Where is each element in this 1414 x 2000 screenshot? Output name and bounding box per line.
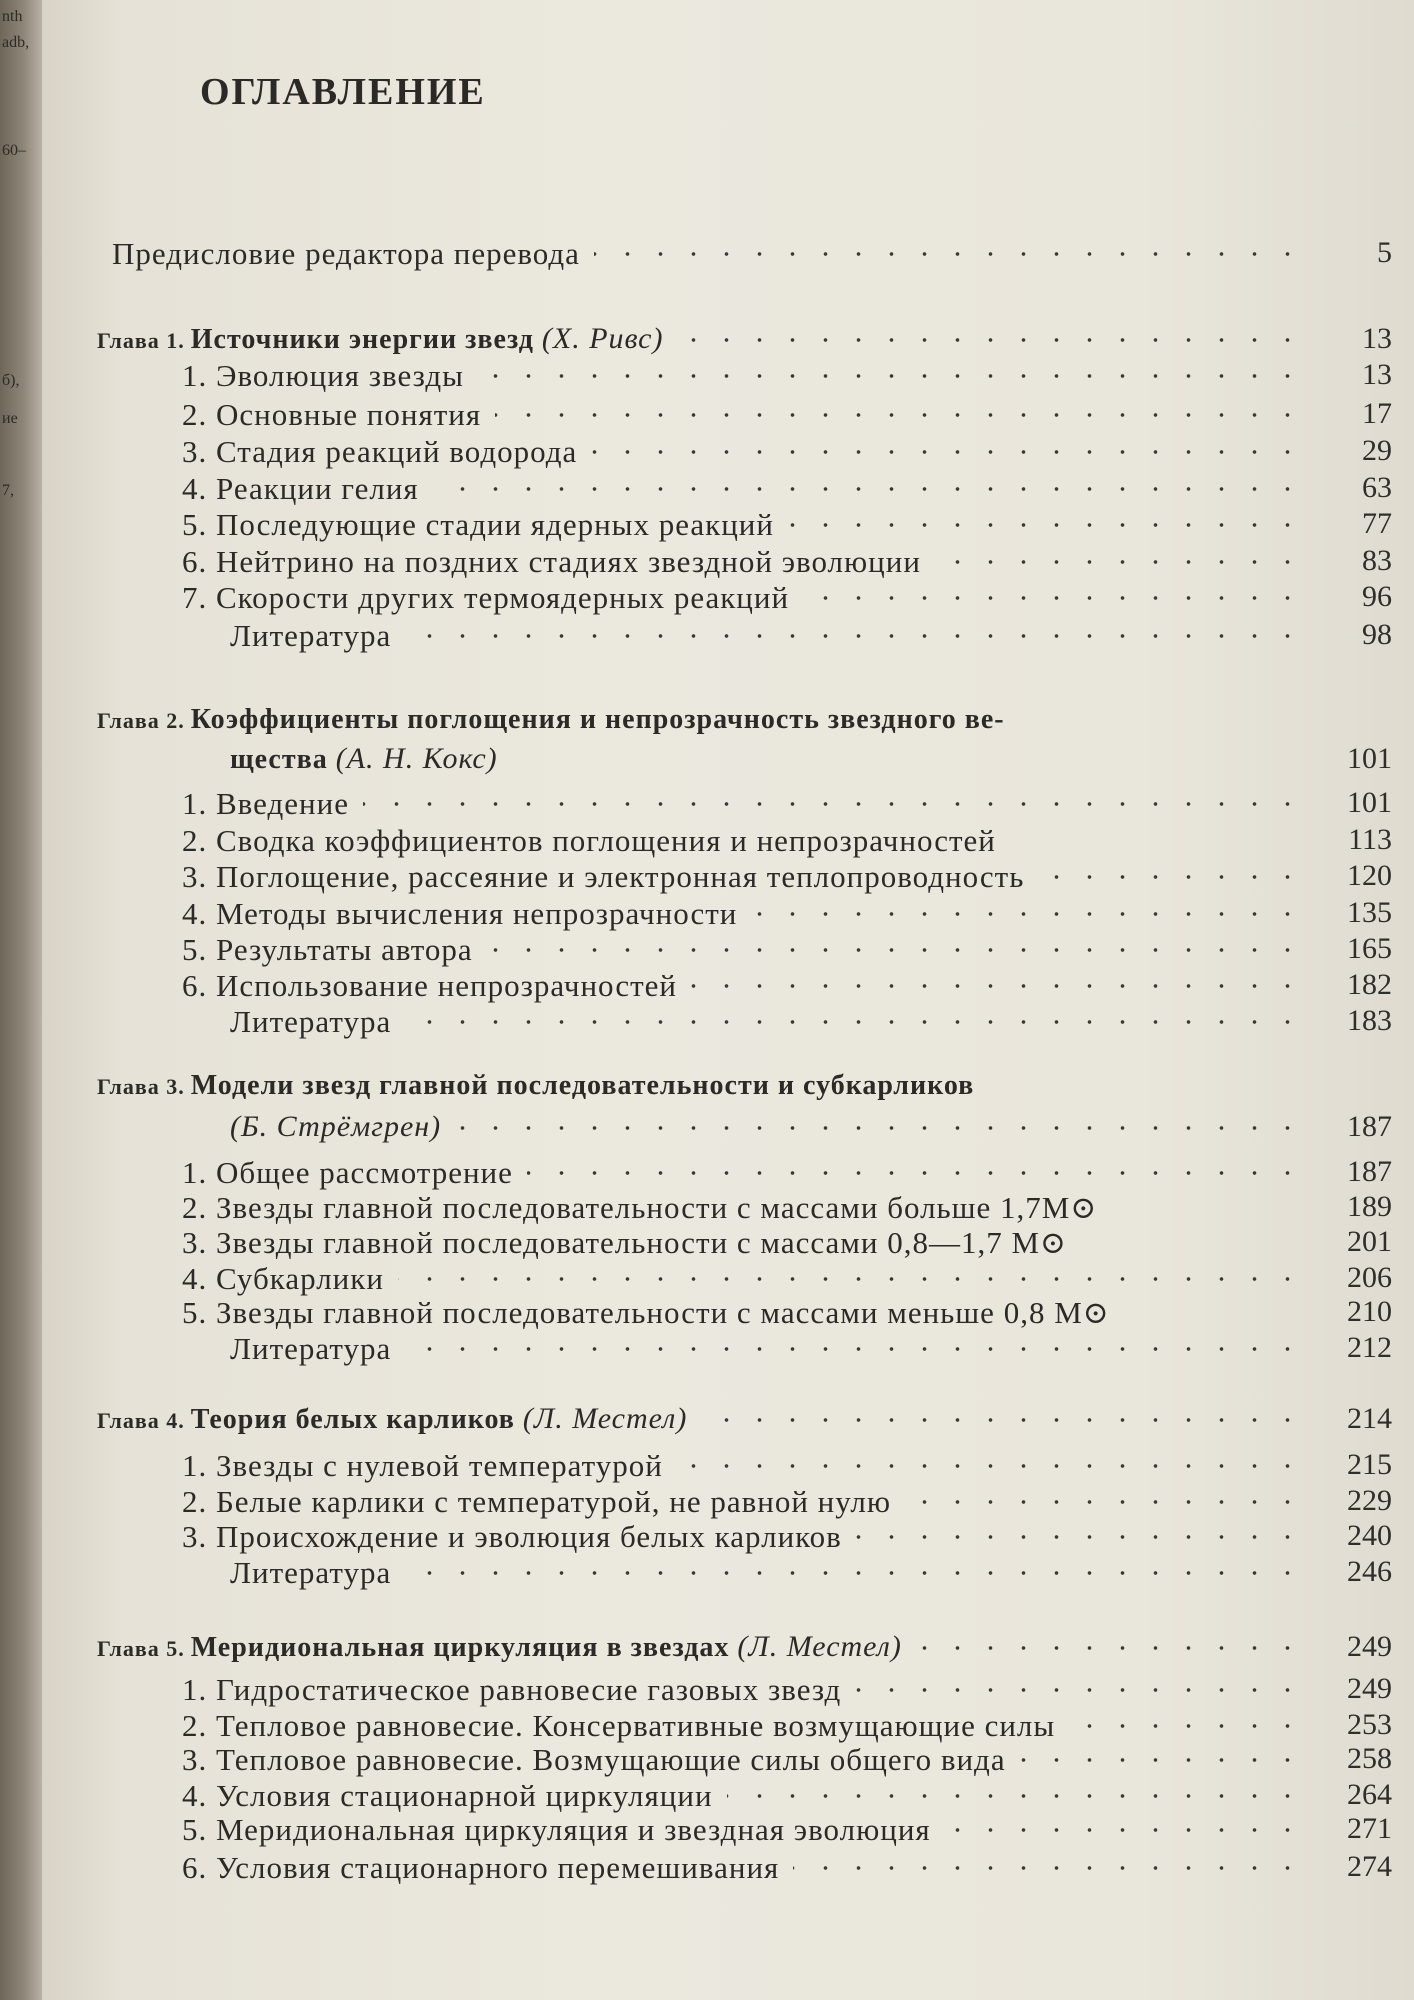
leader-dots — [916, 1636, 1304, 1660]
page-number: 201 — [1347, 1225, 1392, 1258]
leader-dots — [405, 624, 1304, 648]
leader-dots — [405, 1561, 1304, 1585]
section-title: 2. Сводка коэффициентов поглощения и непрозрачностей — [182, 823, 996, 858]
section-title: 3. Тепловое равновесие. Возмущающие силы общего вида — [182, 1742, 1006, 1777]
toc-entry-row — [42, 968, 1414, 1008]
chapter-heading — [97, 1402, 687, 1436]
toc-chapter-row — [42, 322, 1414, 362]
references-entry: Литература — [230, 618, 392, 653]
page-number: 189 — [1347, 1190, 1392, 1223]
page-number: 17 — [1362, 397, 1392, 430]
chapter-heading — [97, 704, 1005, 736]
page-number: 246 — [1347, 1555, 1392, 1588]
gutter-fragment: ие — [2, 410, 18, 427]
page-number: 187 — [1347, 1110, 1392, 1143]
page-number: 135 — [1347, 896, 1392, 929]
section-title: 1. Введение — [182, 786, 349, 821]
chapter-label: Глава 3. — [97, 1074, 185, 1099]
toc-entry-row — [42, 397, 1414, 437]
section-title: 3. Звезды главной последовательности с массами 0,8—1,7 M⊙ — [182, 1225, 1067, 1260]
chapter-author: (Х. Ривс) — [541, 322, 664, 355]
chapter-label: Глава 2. — [97, 708, 185, 733]
leader-dots — [856, 1525, 1304, 1549]
section-title: 6. Использование непрозрачностей — [182, 968, 677, 1003]
chapter-label: Глава 1. — [97, 328, 185, 353]
references-entry: Литература — [230, 1555, 392, 1590]
toc-entry-row — [42, 544, 1414, 584]
leader-dots — [701, 1408, 1304, 1432]
section-title: 3. Стадия реакций водорода — [182, 434, 578, 469]
leader-dots — [793, 1856, 1304, 1880]
page-number: 214 — [1347, 1402, 1392, 1435]
page-number: 29 — [1362, 434, 1392, 467]
leader-dots — [803, 586, 1304, 610]
section-title: 5. Звезды главной последовательности с массами меньше 0,8 M⊙ — [182, 1295, 1110, 1330]
book-page — [42, 0, 1414, 2000]
leader-dots — [495, 403, 1304, 427]
toc-entry-row — [42, 236, 1414, 276]
toc-entry-row — [42, 786, 1414, 826]
toc-entry-row — [42, 1812, 1414, 1852]
section-title: 1. Эволюция звезды — [182, 358, 464, 393]
leader-dots — [398, 1267, 1304, 1291]
section-title: 4. Методы вычисления непрозрачности — [182, 896, 738, 931]
leader-dots — [363, 792, 1304, 816]
section-title: 2. Звезды главной последовательности с массами больше 1,7M⊙ — [182, 1190, 1098, 1225]
chapter-title: Теория белых карликов — [190, 1404, 515, 1435]
chapter-author: (Л. Местел) — [522, 1402, 688, 1435]
page-number: 13 — [1362, 322, 1392, 355]
page-number: 215 — [1347, 1448, 1392, 1481]
leader-dots — [905, 1490, 1304, 1514]
toc-entry-row — [42, 1225, 1414, 1265]
page-number: 258 — [1347, 1742, 1392, 1775]
leader-dots — [1069, 1714, 1304, 1738]
section-title: 2. Тепловое равновесие. Консервативные возмущающие силы — [182, 1708, 1056, 1743]
toc-entry-row — [42, 1331, 1414, 1371]
toc-entry-row — [42, 1155, 1414, 1195]
leader-dots — [433, 477, 1304, 501]
leader-dots — [405, 1010, 1304, 1034]
leader-dots — [1038, 865, 1304, 889]
toc-entry-row — [42, 859, 1414, 899]
toc-entry-row — [42, 932, 1414, 972]
page-number: 206 — [1347, 1261, 1392, 1294]
gutter-fragment: 7, — [2, 482, 14, 499]
chapter-author: (Б. Стрёмгрен) — [230, 1110, 442, 1143]
page-number: 120 — [1347, 859, 1392, 892]
chapter-label: Глава 4. — [97, 1408, 185, 1433]
leader-dots — [455, 1116, 1304, 1140]
leader-dots — [691, 974, 1304, 998]
section-title: 1. Гидростатическое равновесие газовых звезд — [182, 1672, 842, 1707]
chapter-title: Меридиональная циркуляция в звездах — [190, 1632, 730, 1663]
toc-entry-row — [42, 1448, 1414, 1488]
leader-dots — [945, 1818, 1304, 1842]
page-number: 264 — [1347, 1778, 1392, 1811]
page-number: 274 — [1347, 1850, 1392, 1883]
section-title: 3. Происхождение и эволюция белых карликов — [182, 1519, 842, 1554]
section-title: 4. Условия стационарной циркуляции — [182, 1778, 713, 1813]
toc-entry-row — [42, 823, 1414, 863]
leader-dots — [487, 938, 1304, 962]
leader-dots — [405, 1337, 1304, 1361]
leader-dots — [788, 513, 1304, 537]
chapter-heading — [97, 1070, 974, 1102]
gutter-fragment: 60– — [2, 142, 26, 159]
page-number: 183 — [1347, 1004, 1392, 1037]
leader-dots — [527, 1161, 1304, 1185]
chapter-heading-continuation — [230, 742, 498, 776]
toc-entry-row — [42, 471, 1414, 511]
leader-dots — [677, 328, 1304, 352]
chapter-title: щества — [230, 744, 328, 775]
page-number: 101 — [1347, 742, 1392, 775]
toc-entry-row — [42, 1004, 1414, 1044]
chapter-title: Источники энергии звезд — [190, 324, 534, 355]
page-number: 63 — [1362, 471, 1392, 504]
leader-dots — [751, 902, 1304, 926]
page-number: 271 — [1347, 1812, 1392, 1845]
toc-entry-row — [42, 1484, 1414, 1524]
page-number: 240 — [1347, 1519, 1392, 1552]
toc-chapter-row — [42, 1402, 1414, 1442]
leader-dots — [594, 242, 1304, 266]
toc-entry-row — [42, 1850, 1414, 1890]
leader-dots — [935, 550, 1304, 574]
page-title: ОГЛАВЛЕНИЕ — [200, 71, 486, 113]
leader-dots — [478, 364, 1304, 388]
page-number: 210 — [1347, 1295, 1392, 1328]
chapter-title: Коэффициенты поглощения и непрозрачность звездного ве- — [190, 704, 1005, 735]
toc-entry-row — [42, 1519, 1414, 1559]
page-number: 13 — [1362, 358, 1392, 391]
references-entry: Литература — [230, 1004, 392, 1039]
section-title: 6. Нейтрино на поздних стадиях звездной эволюции — [182, 544, 921, 579]
toc-entry-row — [42, 580, 1414, 620]
leader-dots — [591, 440, 1304, 464]
toc-chapter-row — [42, 1110, 1414, 1150]
section-title: 7. Скорости других термоядерных реакций — [182, 580, 790, 615]
leader-dots — [855, 1678, 1304, 1702]
toc-chapter-row — [42, 704, 1414, 744]
toc-entry-row — [42, 1190, 1414, 1230]
section-title: 5. Меридиональная циркуляция и звездная эволюция — [182, 1812, 931, 1847]
section-title: 6. Условия стационарного перемешивания — [182, 1850, 780, 1885]
page-number: 96 — [1362, 580, 1392, 613]
toc-entry-row — [42, 434, 1414, 474]
leader-dots — [727, 1784, 1304, 1808]
toc-entry-row — [42, 358, 1414, 398]
chapter-title: Модели звезд главной последовательности и субкарликов — [190, 1070, 975, 1101]
section-title: 2. Белые карлики с температурой, не равной нулю — [182, 1484, 892, 1519]
page-number: 182 — [1347, 968, 1392, 1001]
section-title: 1. Звезды с нулевой температурой — [182, 1448, 663, 1483]
toc-entry-row — [42, 1555, 1414, 1595]
toc-entry-row — [42, 896, 1414, 936]
page-number: 229 — [1347, 1484, 1392, 1517]
leader-dots — [677, 1454, 1304, 1478]
toc-entry-row — [42, 618, 1414, 658]
toc-entry-row — [42, 1295, 1414, 1335]
section-title: Предисловие редактора перевода — [112, 236, 580, 271]
chapter-author: (Л. Местел) — [737, 1630, 902, 1663]
page-number: 98 — [1362, 618, 1392, 651]
page-number: 249 — [1347, 1630, 1392, 1663]
chapter-heading — [97, 1630, 902, 1664]
section-title: 1. Общее рассмотрение — [182, 1155, 513, 1190]
gutter-fragment: б), — [2, 372, 20, 389]
section-title: 4. Субкарлики — [182, 1261, 384, 1296]
page-number: 5 — [1377, 236, 1392, 269]
toc-entry-row — [42, 507, 1414, 547]
page-number: 113 — [1348, 823, 1392, 856]
gutter-fragment: adb, — [2, 34, 30, 51]
book-gutter — [0, 0, 42, 2000]
section-title: 4. Реакции гелия — [182, 471, 419, 506]
leader-dots — [1020, 1748, 1304, 1772]
chapter-heading-continuation — [230, 1110, 441, 1144]
toc-chapter-row — [42, 1630, 1414, 1670]
page-number: 83 — [1362, 544, 1392, 577]
section-title: 5. Последующие стадии ядерных реакций — [182, 507, 774, 542]
page-number: 249 — [1347, 1672, 1392, 1705]
page-number: 77 — [1362, 507, 1392, 540]
page-number: 212 — [1347, 1331, 1392, 1364]
page-number: 101 — [1347, 786, 1392, 819]
page-number: 253 — [1347, 1708, 1392, 1741]
gutter-fragment: nth — [2, 8, 23, 25]
toc-chapter-row — [42, 1070, 1414, 1110]
chapter-label: Глава 5. — [97, 1636, 185, 1661]
section-title: 5. Результаты автора — [182, 932, 473, 967]
page-number: 187 — [1347, 1155, 1392, 1188]
toc-entry-row — [42, 1672, 1414, 1712]
toc-entry-row — [42, 1742, 1414, 1782]
references-entry: Литература — [230, 1331, 392, 1366]
section-title: 2. Основные понятия — [182, 397, 482, 432]
page-number: 165 — [1347, 932, 1392, 965]
section-title: 3. Поглощение, рассеяние и электронная теплопроводность — [182, 859, 1025, 894]
chapter-heading — [97, 322, 663, 356]
toc-chapter-row — [42, 742, 1414, 782]
chapter-author: (А. Н. Кокс) — [335, 742, 498, 775]
